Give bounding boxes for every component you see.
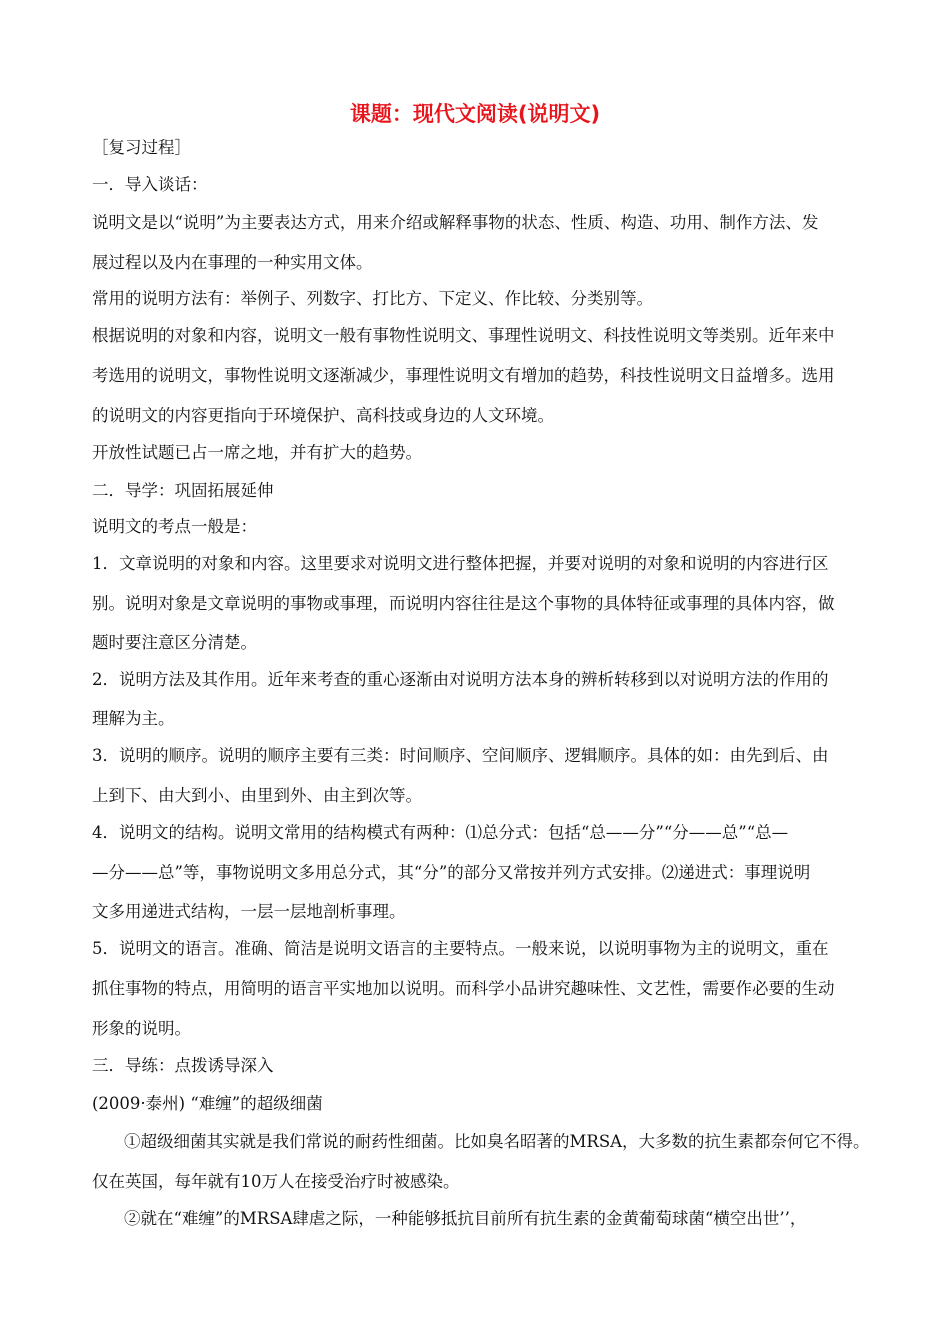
list-item-line: 1．文章说明的对象和内容。这里要求对说明文进行整体把握，并要对说明的对象和说明的内容进行区 <box>92 554 829 573</box>
list-item-line: 形象的说明。 <box>92 1019 191 1038</box>
paragraph-line: 常用的说明方法有：举例子、列数字、打比方、下定义、作比较、分类别等。 <box>92 289 653 308</box>
list-item-line: 2．说明方法及其作用。近年来考查的重心逐渐由对说明方法本身的辨析转移到以对说明方法的作用的 <box>92 670 829 689</box>
list-item-line: 3．说明的顺序。说明的顺序主要有三类：时间顺序、空间顺序、逻辑顺序。具体的如：由先到后、由 <box>92 746 829 765</box>
list-item-line: 上到下、由大到小、由里到外、由主到次等。 <box>92 786 422 805</box>
section-heading: 一．导入谈话： <box>92 175 208 194</box>
section-heading: 二．导学：巩固拓展延伸 <box>92 481 274 500</box>
paragraph-line: 开放性试题已占一席之地，并有扩大的趋势。 <box>92 443 422 462</box>
paragraph-line: 说明文是以“说明”为主要表达方式，用来介绍或解释事物的状态、性质、构造、功用、制作方法、发 <box>92 213 819 232</box>
paragraph-line: 根据说明的对象和内容，说明文一般有事物性说明文、事理性说明文、科技性说明文等类别。近年来中 <box>92 326 835 345</box>
list-item-line: 文多用递进式结构，一层一层地剖析事理。 <box>92 902 406 921</box>
list-item-line: 理解为主。 <box>92 709 175 728</box>
page-title: 课题：现代文阅读(说明文) <box>349 102 601 126</box>
reading-paragraph-line: ②就在“难缠”的MRSA肆虐之际，一种能够抵抗目前所有抗生素的金黄葡萄球菌“横空出世’’， <box>124 1209 807 1228</box>
list-item-line: 抓住事物的特点，用简明的语言平实地加以说明。而科学小品讲究趣味性、文艺性，需要作必要的生动 <box>92 979 835 998</box>
list-item-line: 题时要注意区分清楚。 <box>92 633 257 652</box>
list-item-line: 别。说明对象是文章说明的事物或事理，而说明内容往往是这个事物的具体特征或事理的具体内容，做 <box>92 594 835 613</box>
reading-paragraph-line: 仅在英国，每年就有10万人在接受治疗时被感染。 <box>92 1172 460 1191</box>
paragraph-line: 说明文的考点一般是： <box>92 517 257 536</box>
section-heading: 三．导练：点拨诱导深入 <box>92 1056 274 1075</box>
paragraph-line: 的说明文的内容更指向于环境保护、高科技或身边的人文环境。 <box>92 406 554 425</box>
list-item-line: 4．说明文的结构。说明文常用的结构模式有两种：⑴总分式：包括“总——分”“分——总”“总— <box>92 823 789 842</box>
reading-paragraph-line: ①超级细菌其实就是我们常说的耐药性细菌。比如臭名昭著的MRSA，大多数的抗生素都奈何它不得。 <box>124 1132 870 1151</box>
reading-title: (2009·泰州) “难缠”的超级细菌 <box>92 1094 323 1113</box>
paragraph-line: 展过程以及内在事理的一种实用文体。 <box>92 253 373 272</box>
paragraph-line: 考选用的说明文，事物性说明文逐渐减少，事理性说明文有增加的趋势，科技性说明文日益增多。选用 <box>92 366 835 385</box>
list-item-line: —分——总”等，事物说明文多用总分式，其“分”的部分又常按并列方式安排。⑵递进式：事理说明 <box>92 863 811 882</box>
section-label: ［复习过程］ <box>92 138 191 157</box>
list-item-line: 5．说明文的语言。准确、简洁是说明文语言的主要特点。一般来说，以说明事物为主的说明文，重在 <box>92 939 829 958</box>
